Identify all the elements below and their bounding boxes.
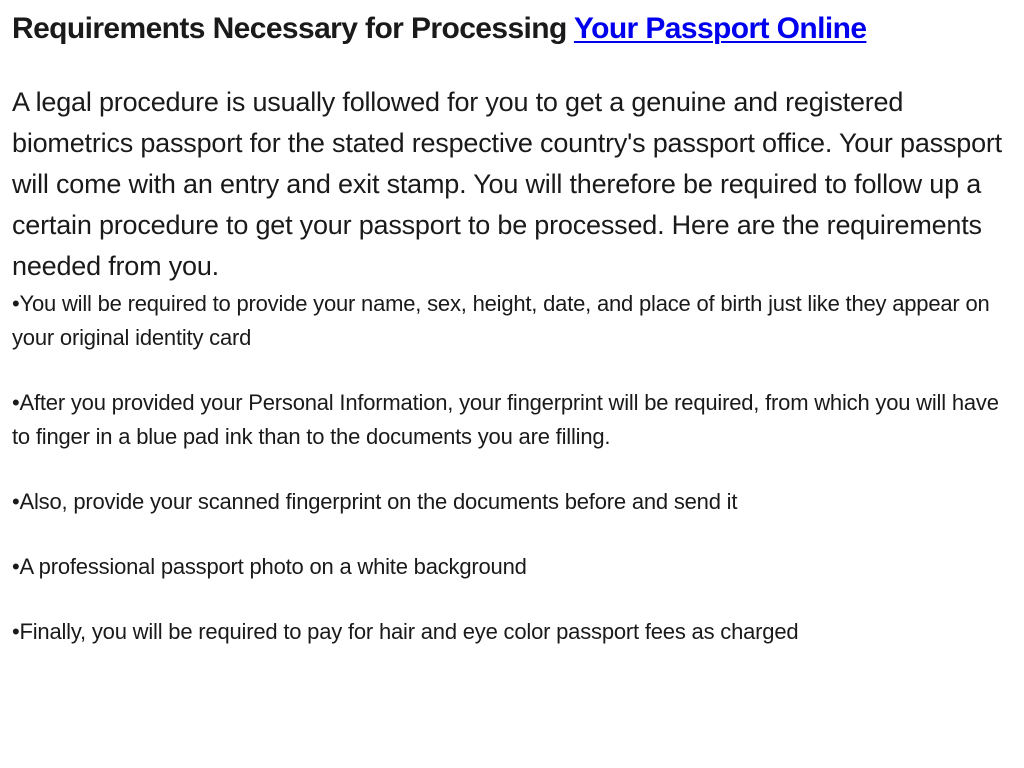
- intro-paragraph: A legal procedure is usually followed for you to get a genuine and registered biometrics passport for the stated respective country's passport office. Your passport will come with an entry and exit stamp. You will therefore be required to follow up a certain procedure to get your passport to be processed. Here are the requirements needed from you.: [12, 87, 1002, 281]
- requirement-item: •You will be required to provide your name, sex, height, date, and place of birth just like they appear on your original identity card: [12, 291, 990, 350]
- page-title: [12, 6, 1012, 52]
- requirement-item: •A professional passport photo on a white background: [12, 554, 527, 579]
- title-text: Requirements Necessary for Processing: [12, 12, 574, 45]
- requirements-list: [12, 287, 1012, 649]
- passport-online-link[interactable]: Your Passport Online: [573, 12, 867, 45]
- requirement-item: •Also, provide your scanned fingerprint on the documents before and send it: [12, 489, 738, 514]
- requirement-item: •Finally, you will be required to pay for hair and eye color passport fees as charged: [12, 619, 799, 644]
- requirement-item: •After you provided your Personal Information, your fingerprint will be required, from which you will have to finger in a blue pad ink than to the documents you are filling.: [12, 390, 999, 449]
